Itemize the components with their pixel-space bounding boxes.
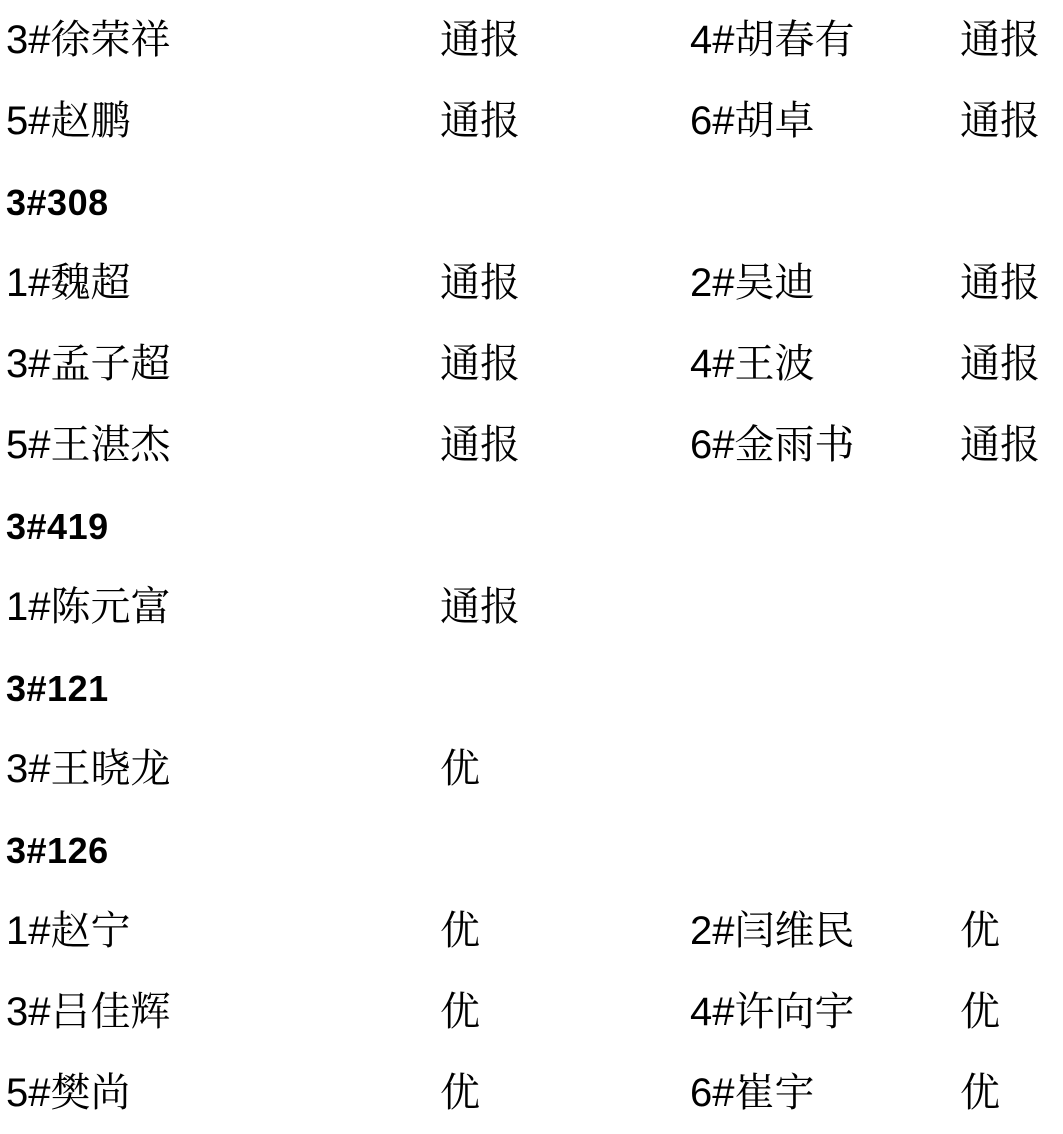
left-person-name: 5#王湛杰 (6, 423, 171, 467)
left-person-name: 1#魏超 (6, 261, 131, 305)
left-person-name: 1#赵宁 (6, 909, 131, 953)
entry-row (0, 567, 1063, 648)
right-person-mark: 通报 (960, 18, 1040, 62)
entry-row (0, 891, 1063, 972)
left-person-mark: 优 (440, 990, 480, 1034)
left-person-name: 5#樊尚 (6, 1071, 131, 1115)
left-person-name: 3#吕佳辉 (6, 990, 171, 1034)
left-person-mark: 通报 (440, 423, 520, 467)
entry-row (0, 0, 1063, 81)
left-person-mark: 优 (440, 909, 480, 953)
right-person-name: 2#闫维民 (690, 909, 855, 953)
left-person-mark: 通报 (440, 261, 520, 305)
entry-row (0, 243, 1063, 324)
entry-row (0, 972, 1063, 1053)
entry-row (0, 405, 1063, 486)
right-person-mark: 通报 (960, 423, 1040, 467)
right-person-mark: 优 (960, 909, 1000, 953)
entry-row (0, 1053, 1063, 1134)
group-header (0, 810, 1063, 891)
group-header (0, 486, 1063, 567)
group-header (0, 648, 1063, 729)
right-person-name: 4#胡春有 (690, 18, 855, 62)
right-person-mark: 通报 (960, 261, 1040, 305)
left-person-name: 5#赵鹏 (6, 99, 131, 143)
entry-row (0, 729, 1063, 810)
right-person-name: 2#吴迪 (690, 261, 815, 305)
group-title: 3#308 (6, 182, 109, 223)
left-person-name: 3#徐荣祥 (6, 18, 171, 62)
right-person-name: 6#金雨书 (690, 423, 855, 467)
right-person-name: 4#王波 (690, 342, 815, 386)
entry-row (0, 324, 1063, 405)
left-person-mark: 优 (440, 1071, 480, 1115)
left-person-mark: 优 (440, 747, 480, 791)
group-title: 3#419 (6, 506, 109, 547)
left-person-name: 3#孟子超 (6, 342, 171, 386)
group-title: 3#121 (6, 668, 109, 709)
right-person-mark: 通报 (960, 342, 1040, 386)
right-person-mark: 优 (960, 1071, 1000, 1115)
group-header (0, 162, 1063, 243)
left-person-name: 3#王晓龙 (6, 747, 171, 791)
right-person-name: 6#崔宇 (690, 1071, 815, 1115)
right-person-name: 6#胡卓 (690, 99, 815, 143)
left-person-mark: 通报 (440, 99, 520, 143)
right-person-mark: 通报 (960, 99, 1040, 143)
left-person-mark: 通报 (440, 585, 520, 629)
entry-row (0, 81, 1063, 162)
left-person-mark: 通报 (440, 18, 520, 62)
left-person-mark: 通报 (440, 342, 520, 386)
group-title: 3#126 (6, 830, 109, 871)
right-person-mark: 优 (960, 990, 1000, 1034)
left-person-name: 1#陈元富 (6, 585, 171, 629)
right-person-name: 4#许向宇 (690, 990, 855, 1034)
